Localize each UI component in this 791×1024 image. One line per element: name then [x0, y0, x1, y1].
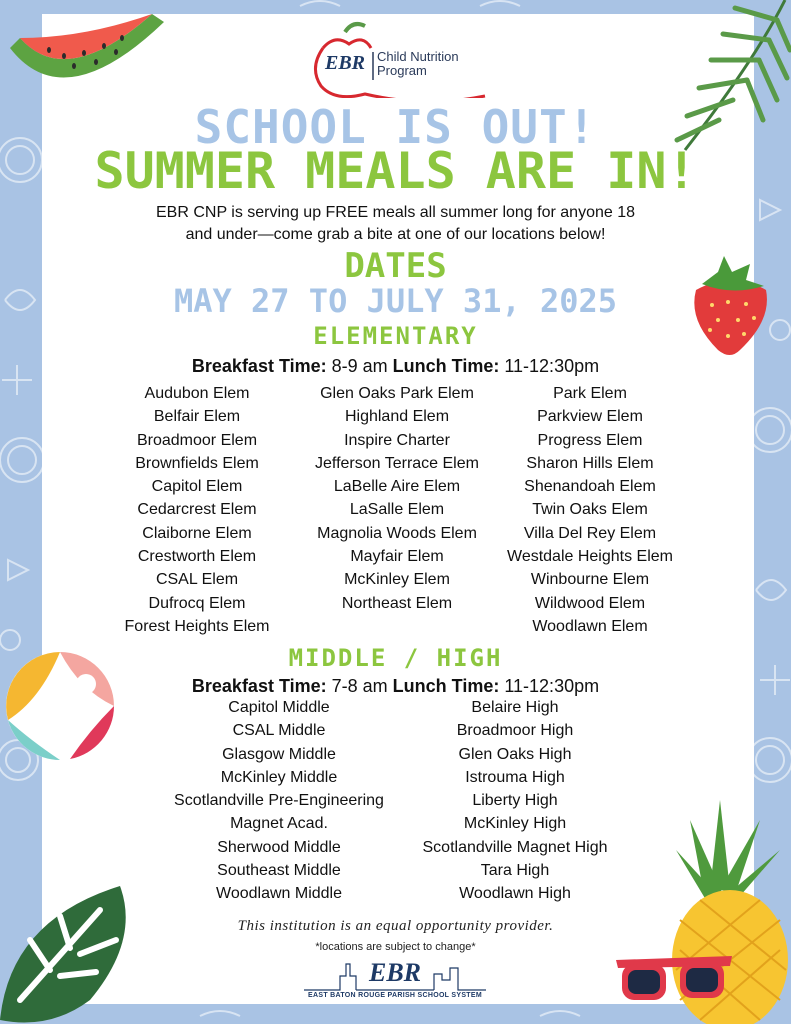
school-item: Crestworth Elem — [137, 548, 257, 566]
school-item: McKinley Middle — [220, 768, 338, 786]
sunglasses-icon — [612, 950, 736, 1010]
school-item: Westdale Heights Elem — [507, 548, 673, 566]
school-item: Magnet Acad. — [230, 815, 328, 833]
school-item: LaBelle Aire Elem — [333, 478, 461, 496]
school-item: Woodlawn High — [459, 885, 571, 903]
school-item: Southeast Middle — [217, 862, 341, 880]
school-item: Capitol Middle — [228, 699, 330, 716]
breakfast-label: Breakfast Time: — [191, 356, 327, 376]
cnp-logo — [305, 18, 490, 98]
equal-opportunity-statement: This institution is an equal opportunity provider. — [237, 918, 554, 934]
school-item: Glasgow Middle — [222, 745, 336, 763]
school-item: Belaire High — [471, 699, 559, 716]
school-item: Claiborne Elem — [142, 524, 252, 542]
logo-line-1: Child Nutrition — [377, 49, 459, 64]
elementary-times — [0, 356, 791, 377]
school-item: Woodlawn Elem — [532, 617, 648, 635]
ebr-footer-mark: EBR — [368, 958, 422, 987]
breakfast-time: 7-8 am — [326, 676, 393, 696]
logo-line-2: Program — [377, 63, 427, 78]
middle-col — [148, 696, 410, 906]
high-col — [400, 696, 630, 906]
school-item: Winbourne Elem — [530, 571, 650, 589]
elementary-heading: ELEMENTARY — [313, 322, 478, 350]
locations-note: *locations are subject to change* — [315, 941, 476, 953]
school-item: Capitol Elem — [151, 478, 243, 496]
intro-line-1: EBR CNP is serving up FREE meals all summer long for anyone 18 — [155, 204, 635, 221]
school-item: Broadmoor High — [456, 722, 574, 740]
school-item: Belfair Elem — [153, 408, 241, 426]
district-name: EAST BATON ROUGE PARISH SCHOOL SYSTEM — [308, 992, 482, 999]
school-item: Park Elem — [553, 385, 627, 402]
school-item: CSAL Middle — [232, 722, 326, 740]
cnp-logo-text — [377, 50, 459, 78]
school-item: Istrouma High — [465, 768, 565, 786]
title-summer-meals: SUMMER MEALS ARE IN! — [94, 142, 697, 200]
elementary-col-1 — [102, 382, 292, 638]
school-item: Brownfields Elem — [135, 454, 259, 472]
school-item: Forest Heights Elem — [124, 617, 270, 635]
elementary-col-3 — [492, 382, 688, 638]
school-item: Glen Oaks High — [458, 745, 572, 763]
watermelon-icon — [4, 8, 169, 103]
school-item: Northeast Elem — [341, 594, 453, 612]
school-item: LaSalle Elem — [349, 501, 445, 519]
lunch-label: Lunch Time: — [392, 676, 500, 696]
elementary-col-2 — [294, 382, 500, 615]
school-item: Shenandoah Elem — [524, 478, 656, 496]
school-item: Woodlawn Middle — [216, 885, 342, 903]
school-item: Scotlandville Pre-Engineering — [174, 792, 384, 810]
date-range: MAY 27 TO JULY 31, 2025 — [173, 282, 618, 320]
school-item: Tara High — [480, 862, 550, 880]
school-item: Jefferson Terrace Elem — [315, 454, 479, 472]
school-item: Progress Elem — [537, 431, 643, 449]
dates-heading: DATES — [344, 246, 447, 286]
district-logo — [300, 956, 490, 1002]
lunch-time: 11-12:30pm — [499, 356, 600, 376]
school-item: Broadmoor Elem — [136, 431, 258, 449]
school-item: Glen Oaks Park Elem — [320, 385, 474, 402]
school-item: Cedarcrest Elem — [137, 501, 257, 519]
school-item: McKinley High — [463, 815, 567, 833]
breakfast-label: Breakfast Time: — [191, 676, 327, 696]
school-item: Sherwood Middle — [217, 838, 341, 856]
middle-high-times — [0, 676, 791, 697]
school-item: Wildwood Elem — [534, 594, 646, 612]
school-item: Villa Del Rey Elem — [523, 524, 657, 542]
middle-high-heading: MIDDLE / HIGH — [288, 644, 503, 672]
lunch-time: 11-12:30pm — [499, 676, 600, 696]
school-item: Mayfair Elem — [350, 548, 444, 566]
breakfast-time: 8-9 am — [326, 356, 393, 376]
school-item: Magnolia Woods Elem — [317, 524, 477, 542]
school-item: Highland Elem — [344, 408, 450, 426]
intro-text — [110, 202, 681, 246]
school-item: Inspire Charter — [344, 431, 450, 449]
school-item: Parkview Elem — [537, 408, 643, 426]
school-item: CSAL Elem — [155, 571, 239, 589]
intro-line-2: and under—come grab a bite at one of our locations below! — [185, 226, 606, 243]
title-school-is-out: SCHOOL IS OUT! — [194, 100, 597, 154]
school-item: Audubon Elem — [144, 385, 250, 402]
lunch-label: Lunch Time: — [392, 356, 500, 376]
school-item: McKinley Elem — [344, 571, 450, 589]
school-item: Twin Oaks Elem — [532, 501, 648, 519]
school-item: Dufrocq Elem — [148, 594, 246, 612]
school-item: Scotlandville Magnet High — [422, 838, 608, 856]
school-item: Liberty High — [472, 792, 558, 810]
ebr-logo-mark: EBR — [325, 52, 366, 74]
school-item: Sharon Hills Elem — [526, 454, 654, 472]
